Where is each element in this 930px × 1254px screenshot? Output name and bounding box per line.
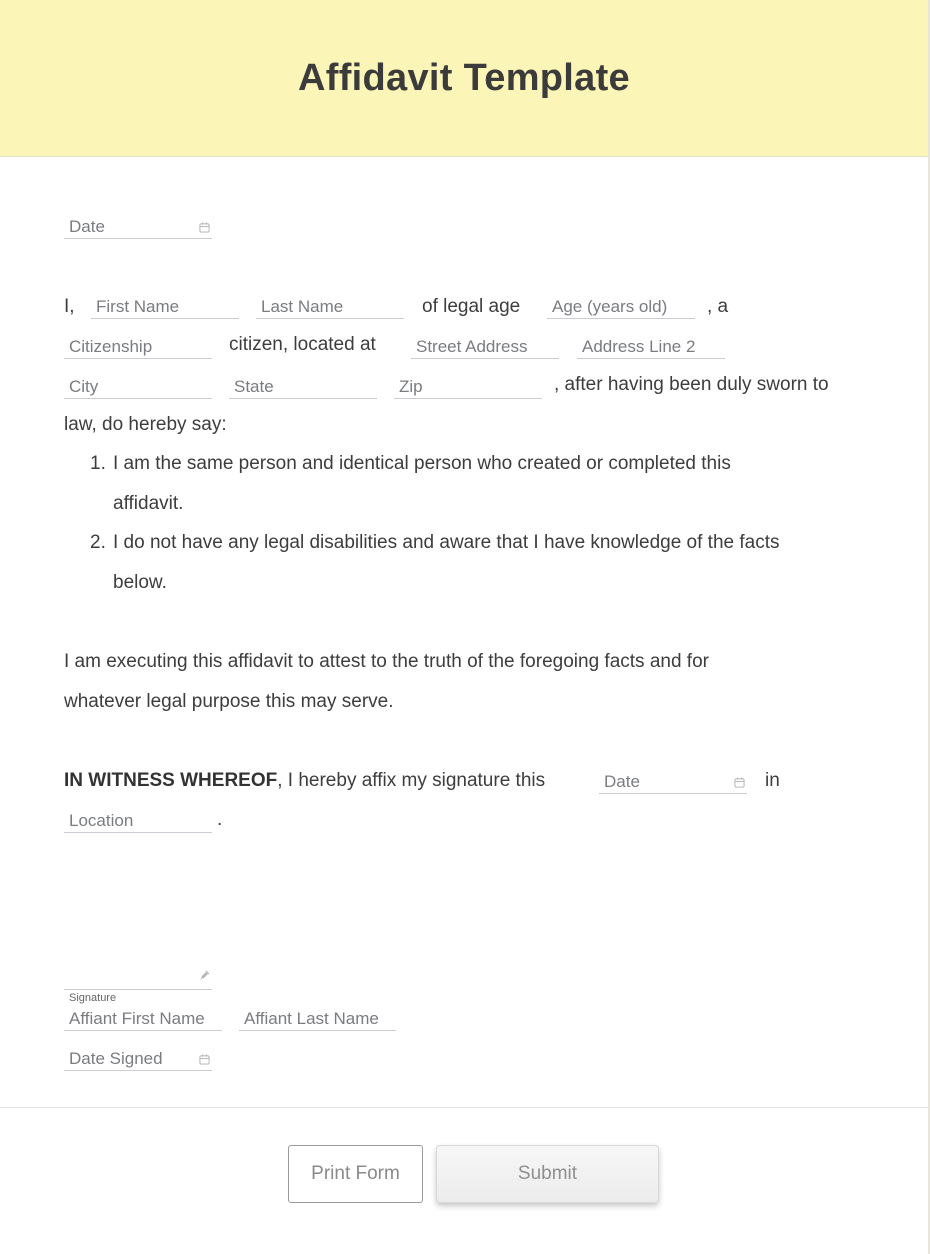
page-title: Affidavit Template xyxy=(298,56,630,99)
first-name-input[interactable] xyxy=(96,297,239,317)
street-address-input[interactable] xyxy=(416,337,559,357)
affiant-first-name-input[interactable] xyxy=(69,1009,222,1029)
witness-bold: IN WITNESS WHEREOF xyxy=(64,770,278,791)
list-item-1-line1: I am the same person and identical person who created or completed this xyxy=(113,453,731,474)
date-field[interactable] xyxy=(64,217,212,239)
state-field[interactable] xyxy=(229,377,377,399)
age-field[interactable] xyxy=(547,297,695,319)
citizenship-field[interactable] xyxy=(64,337,212,359)
signature-field[interactable] xyxy=(64,968,212,990)
executing-text-line1: I am executing this affidavit to attest to the truth of the foregoing facts and for xyxy=(64,651,709,672)
address-line-2-input[interactable] xyxy=(582,337,725,357)
submit-button[interactable]: Submit xyxy=(436,1145,659,1203)
list-number-2: 2. xyxy=(90,532,106,553)
street-address-field[interactable] xyxy=(411,337,559,359)
city-input[interactable] xyxy=(69,377,212,397)
text-law-say: law, do hereby say: xyxy=(64,414,227,435)
text-period: . xyxy=(217,809,223,830)
citizenship-input[interactable] xyxy=(69,337,212,357)
zip-input[interactable] xyxy=(399,377,542,397)
executing-text-line2: whatever legal purpose this may serve. xyxy=(64,691,394,712)
first-name-field[interactable] xyxy=(91,297,239,319)
list-item-1-line2: affidavit. xyxy=(113,493,184,514)
list-number-1: 1. xyxy=(90,453,106,474)
witness-text xyxy=(64,770,545,792)
text-comma-a: , a xyxy=(707,296,729,317)
text-i: I, xyxy=(64,296,75,317)
list-item-2-line1: I do not have any legal disabilities and aware that I have knowledge of the facts xyxy=(113,532,780,553)
state-input[interactable] xyxy=(234,377,377,397)
location-input[interactable] xyxy=(69,811,212,831)
text-of-legal-age: of legal age xyxy=(422,296,521,317)
signature-label: Signature xyxy=(69,992,117,1004)
location-field[interactable] xyxy=(64,811,212,833)
print-form-button[interactable]: Print Form xyxy=(288,1145,423,1203)
date-signed-field[interactable] xyxy=(64,1049,212,1071)
calendar-icon[interactable] xyxy=(199,222,210,233)
last-name-field[interactable] xyxy=(256,297,404,319)
form-header xyxy=(0,0,928,157)
pen-icon[interactable] xyxy=(197,969,211,983)
witness-date-input[interactable] xyxy=(604,772,747,792)
zip-field[interactable] xyxy=(394,377,542,399)
last-name-input[interactable] xyxy=(261,297,404,317)
date-signed-input[interactable] xyxy=(69,1049,212,1069)
affiant-last-name-input[interactable] xyxy=(244,1009,396,1029)
affiant-first-name-field[interactable] xyxy=(64,1009,222,1031)
age-input[interactable] xyxy=(552,297,695,317)
calendar-icon[interactable] xyxy=(734,777,745,788)
text-after-sworn: , after having been duly sworn to xyxy=(554,374,829,395)
city-field[interactable] xyxy=(64,377,212,399)
witness-rest: , I hereby affix my signature this xyxy=(277,770,546,791)
witness-date-field[interactable] xyxy=(599,772,747,794)
affiant-last-name-field[interactable] xyxy=(239,1009,396,1031)
text-in: in xyxy=(765,770,780,791)
date-input[interactable] xyxy=(69,217,212,237)
address-line-2-field[interactable] xyxy=(577,337,725,359)
text-citizen-located-at: citizen, located at xyxy=(229,334,376,355)
calendar-icon[interactable] xyxy=(199,1054,210,1065)
list-item-2-line2: below. xyxy=(113,572,167,593)
